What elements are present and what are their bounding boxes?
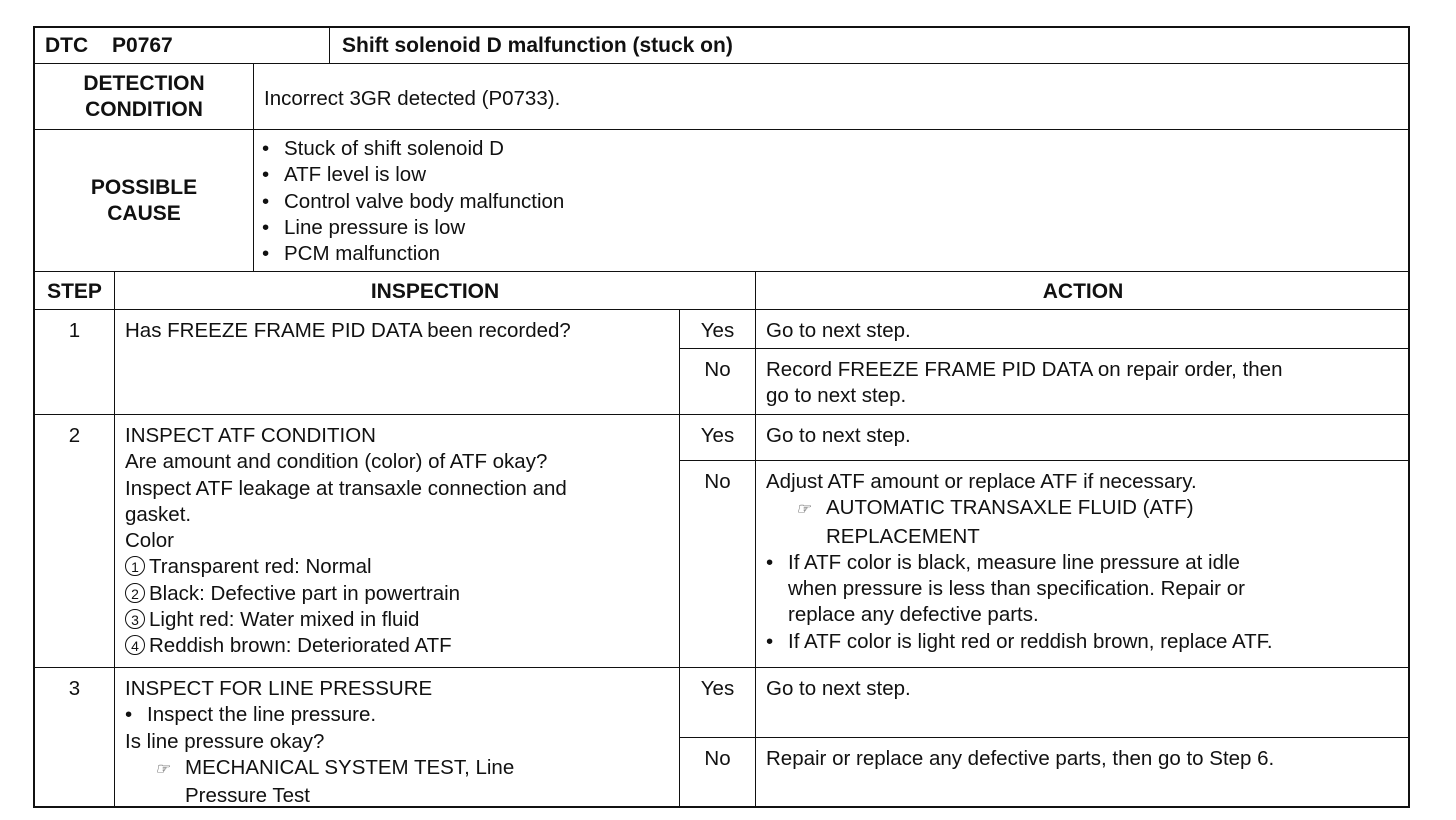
yes-label: Yes [679, 310, 755, 349]
possible-cause-label: POSSIBLE CAUSE [35, 130, 253, 272]
no-label: No [679, 461, 755, 668]
detection-text: Incorrect 3GR detected (P0733). [264, 87, 561, 110]
color-item: 1 Transparent red: Normal [125, 554, 679, 580]
yes-action: Go to next step. [755, 668, 1410, 738]
no-label: No [679, 738, 755, 808]
step-number: 3 [68, 677, 81, 700]
dtc-code: P0767 [112, 34, 173, 57]
reference-icon: ☞ [796, 501, 811, 519]
cause-item: • PCM malfunction [262, 242, 441, 266]
step-inspection: INSPECT ATF CONDITION Are amount and condition (color) of ATF okay? Inspect ATF leakage at transaxle connection and gasket. Color 1 Transparent red: Normal 2 Black: Defective part in powertrain 3 Light red: Water mixed in fluid 4 Reddish brown: Deteriorated ATF [114, 415, 679, 668]
no-action: Adjust ATF amount or replace ATF if necessary. ☞ AUTOMATIC TRANSAXLE FLUID (ATF) REPLACEMENT • If ATF color is black, measure line pressure at idle when pressure is less than specification. Repair or replace any defective parts. • If ATF color is light red or reddish brown, replace ATF. [755, 461, 1410, 668]
column-header-inspection: INSPECTION [114, 272, 755, 310]
dtc-title-cell [329, 28, 1410, 64]
no-action: Record FREEZE FRAME PID DATA on repair order, then go to next step. [755, 349, 1410, 415]
dtc-header-left [35, 28, 329, 64]
color-item: 2 Black: Defective part in powertrain [125, 581, 679, 607]
cause-item: • Control valve body malfunction [262, 189, 565, 213]
color-item: 4 Reddish brown: Deteriorated ATF [125, 633, 679, 659]
color-item: 3 Light red: Water mixed in fluid [125, 607, 679, 633]
dtc-label: DTC [45, 34, 89, 57]
no-action: Repair or replace any defective parts, then go to Step 6. [755, 738, 1410, 808]
dtc-table [33, 26, 1410, 808]
detection-text-cell [253, 64, 1410, 130]
reference-icon: ☞ [155, 760, 170, 778]
no-label: No [679, 349, 755, 415]
yes-label: Yes [679, 415, 755, 461]
detection-label: DETECTION CONDITION [35, 64, 253, 130]
yes-label: Yes [679, 668, 755, 738]
possible-cause-list [253, 130, 1410, 272]
step-number: 1 [35, 310, 114, 415]
cause-item: • Stuck of shift solenoid D [262, 137, 504, 160]
yes-action: Go to next step. [755, 415, 1410, 461]
column-header-action: ACTION [755, 272, 1410, 310]
cause-item: • ATF level is low [262, 163, 427, 187]
dtc-title: Shift solenoid D malfunction (stuck on) [342, 34, 733, 57]
step-inspection: Has FREEZE FRAME PID DATA been recorded? [114, 310, 679, 415]
yes-action: Go to next step. [755, 310, 1410, 349]
column-header-step: STEP [35, 272, 114, 310]
step-number: 2 [35, 415, 114, 668]
cause-item: • Line pressure is low [262, 215, 466, 239]
step-inspection: INSPECT FOR LINE PRESSURE • Inspect the line pressure. Is line pressure okay? ☞ MECHANICAL SYSTEM TEST, Line Pressure Test [114, 668, 679, 808]
